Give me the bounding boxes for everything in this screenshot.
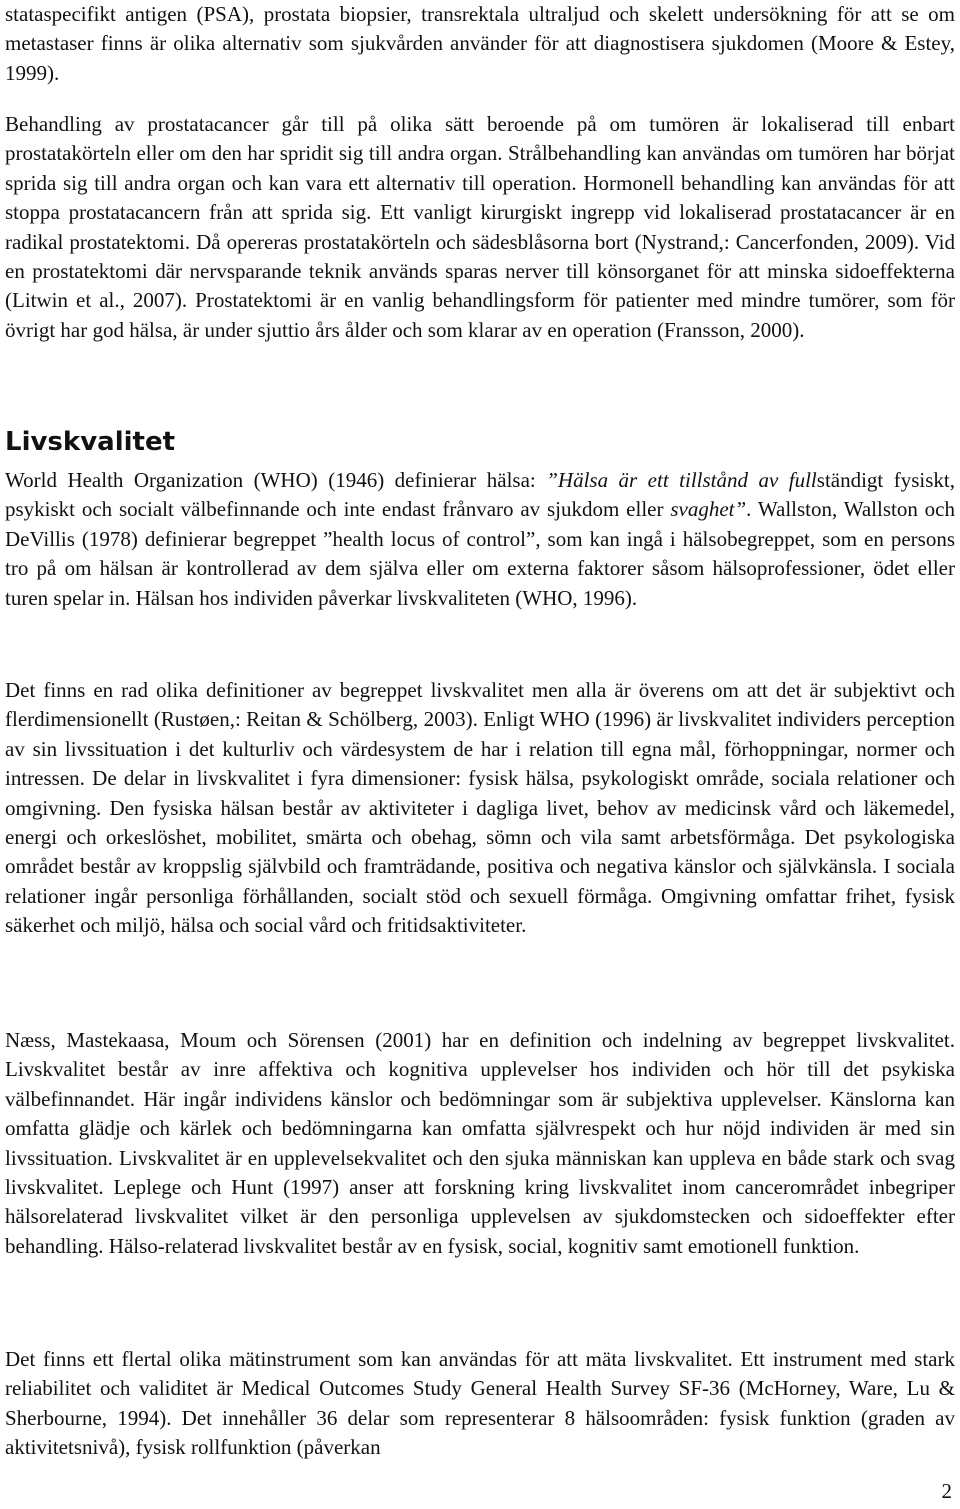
paragraph-definitions: Det finns en rad olika definitioner av begreppet livskvalitet men alla är överens om att det är subjektivt och flerdimensionellt (Rustøen,: Reitan & Schölberg, 2003). Enligt WHO (1996) är livskvalitet individers perception av sin livssituation i det kulturliv och värdesystem de har i relation till egna mål, förhoppningar, normer och intressen. De delar in livskvalitet i fyra dimensioner: fysisk hälsa, psykologiskt område, sociala relationer och omgivning. Den fysiska hälsan består av aktiviteter i dagliga livet, behov av medicinsk vård och läkemedel, energi och orkeslöshet, mobilitet, smärta och obehag, sömn och vila samt arbetsförmåga. Det psykologiska området består av kroppslig självbild och framträdande, positiva och negativa känslor och självkänsla. I sociala relationer ingår personliga förhållanden, socialt stöd och sexuell förmåga. Omgivning omfattar frihet, fysisk säkerhet och miljö, hälsa och social vård och fritidsaktiviteter. bbox=[5, 678, 955, 938]
paragraph-naess: Næss, Mastekaasa, Moum och Sörensen (2001) har en definition och indelning av begreppet livskvalitet. Livskvalitet består av inre affektiva och kognitiva upplevelser hos individen och hör till det psykiska välbefinnandet. Här ingår individens känslor och bedömningar som är subjektiva upplevelser. Känslorna kan omfatta glädje och kärlek och bedömningarna kan omfatta självrespekt och hur nöjd individen är med sin livssituation. Livskvalitet är en upplevelsekvalitet och den sjuka människan kan uppleva en både stark och svag livskvalitet. Leplege och Hunt (1997) anser att forskning kring livskvalitet inom cancerområdet inbegriper hälsorelaterad livskvalitet vilket är den personliga upplevelsen av sjukdomstecken och sidoeffekter efter behandling. Hälso-relaterad livskvalitet består av en fysisk, social, kognitiv samt emotionell funktion. bbox=[5, 1028, 955, 1258]
paragraph-treatment: Behandling av prostatacancer går till på olika sätt beroende på om tumören är lokaliserad till enbart prostatakörteln eller om den har spridit sig till andra organ. Strålbehandling kan användas om tumören har börjat sprida sig till andra organ och kan vara ett alternativ till operation. Hormonell behandling kan användas för att stoppa prostatacancern från att sprida sig. Ett vanligt kirurgiskt ingrepp vid lokaliserad prostatacancer är en radikal prostatektomi. Då opereras prostatakörteln och sädesblåsorna bort (Nystrand,: Cancerfonden, 2009). Vid en prostatektomi där nervsparande teknik används sparas nerver till könsorganet för att minska sidoeffekterna (Litwin et al., 2007). Prostatektomi är en vanlig behandlingsform för patienter med mindre tumörer, som för övrigt har god hälsa, är under sjuttio års ålder och som klarar av en operation (Fransson, 2000). bbox=[5, 112, 955, 342]
paragraph-diagnosis: stataspecifikt antigen (PSA), prostata biopsier, transrektala ultraljud och skelett undersökning för att se om metastaser finns är olika alternativ som sjukvården använder för att diagnostisera sjukdomen (Moore & Estey, 1999). bbox=[5, 2, 955, 85]
who-quote-end: svaghet” bbox=[670, 497, 747, 522]
section-heading-livskvalitet: Livskvalitet bbox=[5, 427, 176, 457]
who-quote: ”Hälsa är ett tillstånd av full bbox=[546, 468, 817, 492]
who-rest-text: . Wallston, Wallston och DeVillis (1978) definierar begreppet ”health locus of control”, som kan ingå i hälsobegreppet, som en persons tro på om hälsan är kontrollerad av dem själva eller om externa faktorer såsom hälsoprofessioner, ödet eller turen spelar in. Hälsan hos individen påverkar livskvaliteten (WHO, 1996). bbox=[5, 497, 955, 610]
paragraph-instruments: Det finns ett flertal olika mätinstrument som kan användas för att mäta livskvalitet. Ett instrument med stark reliabilitet och validitet är Medical Outcomes Study General Health Survey SF-36 (McHorney, Ware, Lu & Sherbourne, 1994). Det innehåller 36 delar som representerar 8 hälsoområden: fysisk funktion (graden av aktivitetsnivå), fysisk rollfunktion (påverkan bbox=[5, 1347, 955, 1460]
who-intro-text: World Health Organization (WHO) (1946) definierar hälsa: bbox=[5, 468, 547, 492]
page-number: 2 bbox=[941, 1479, 952, 1503]
who-quote-continued: ständigt fysiskt, psykiskt och socialt välbefinnande och inte endast frånvaro av sjukdom eller bbox=[5, 468, 955, 522]
paragraph-who-definition bbox=[5, 466, 955, 613]
